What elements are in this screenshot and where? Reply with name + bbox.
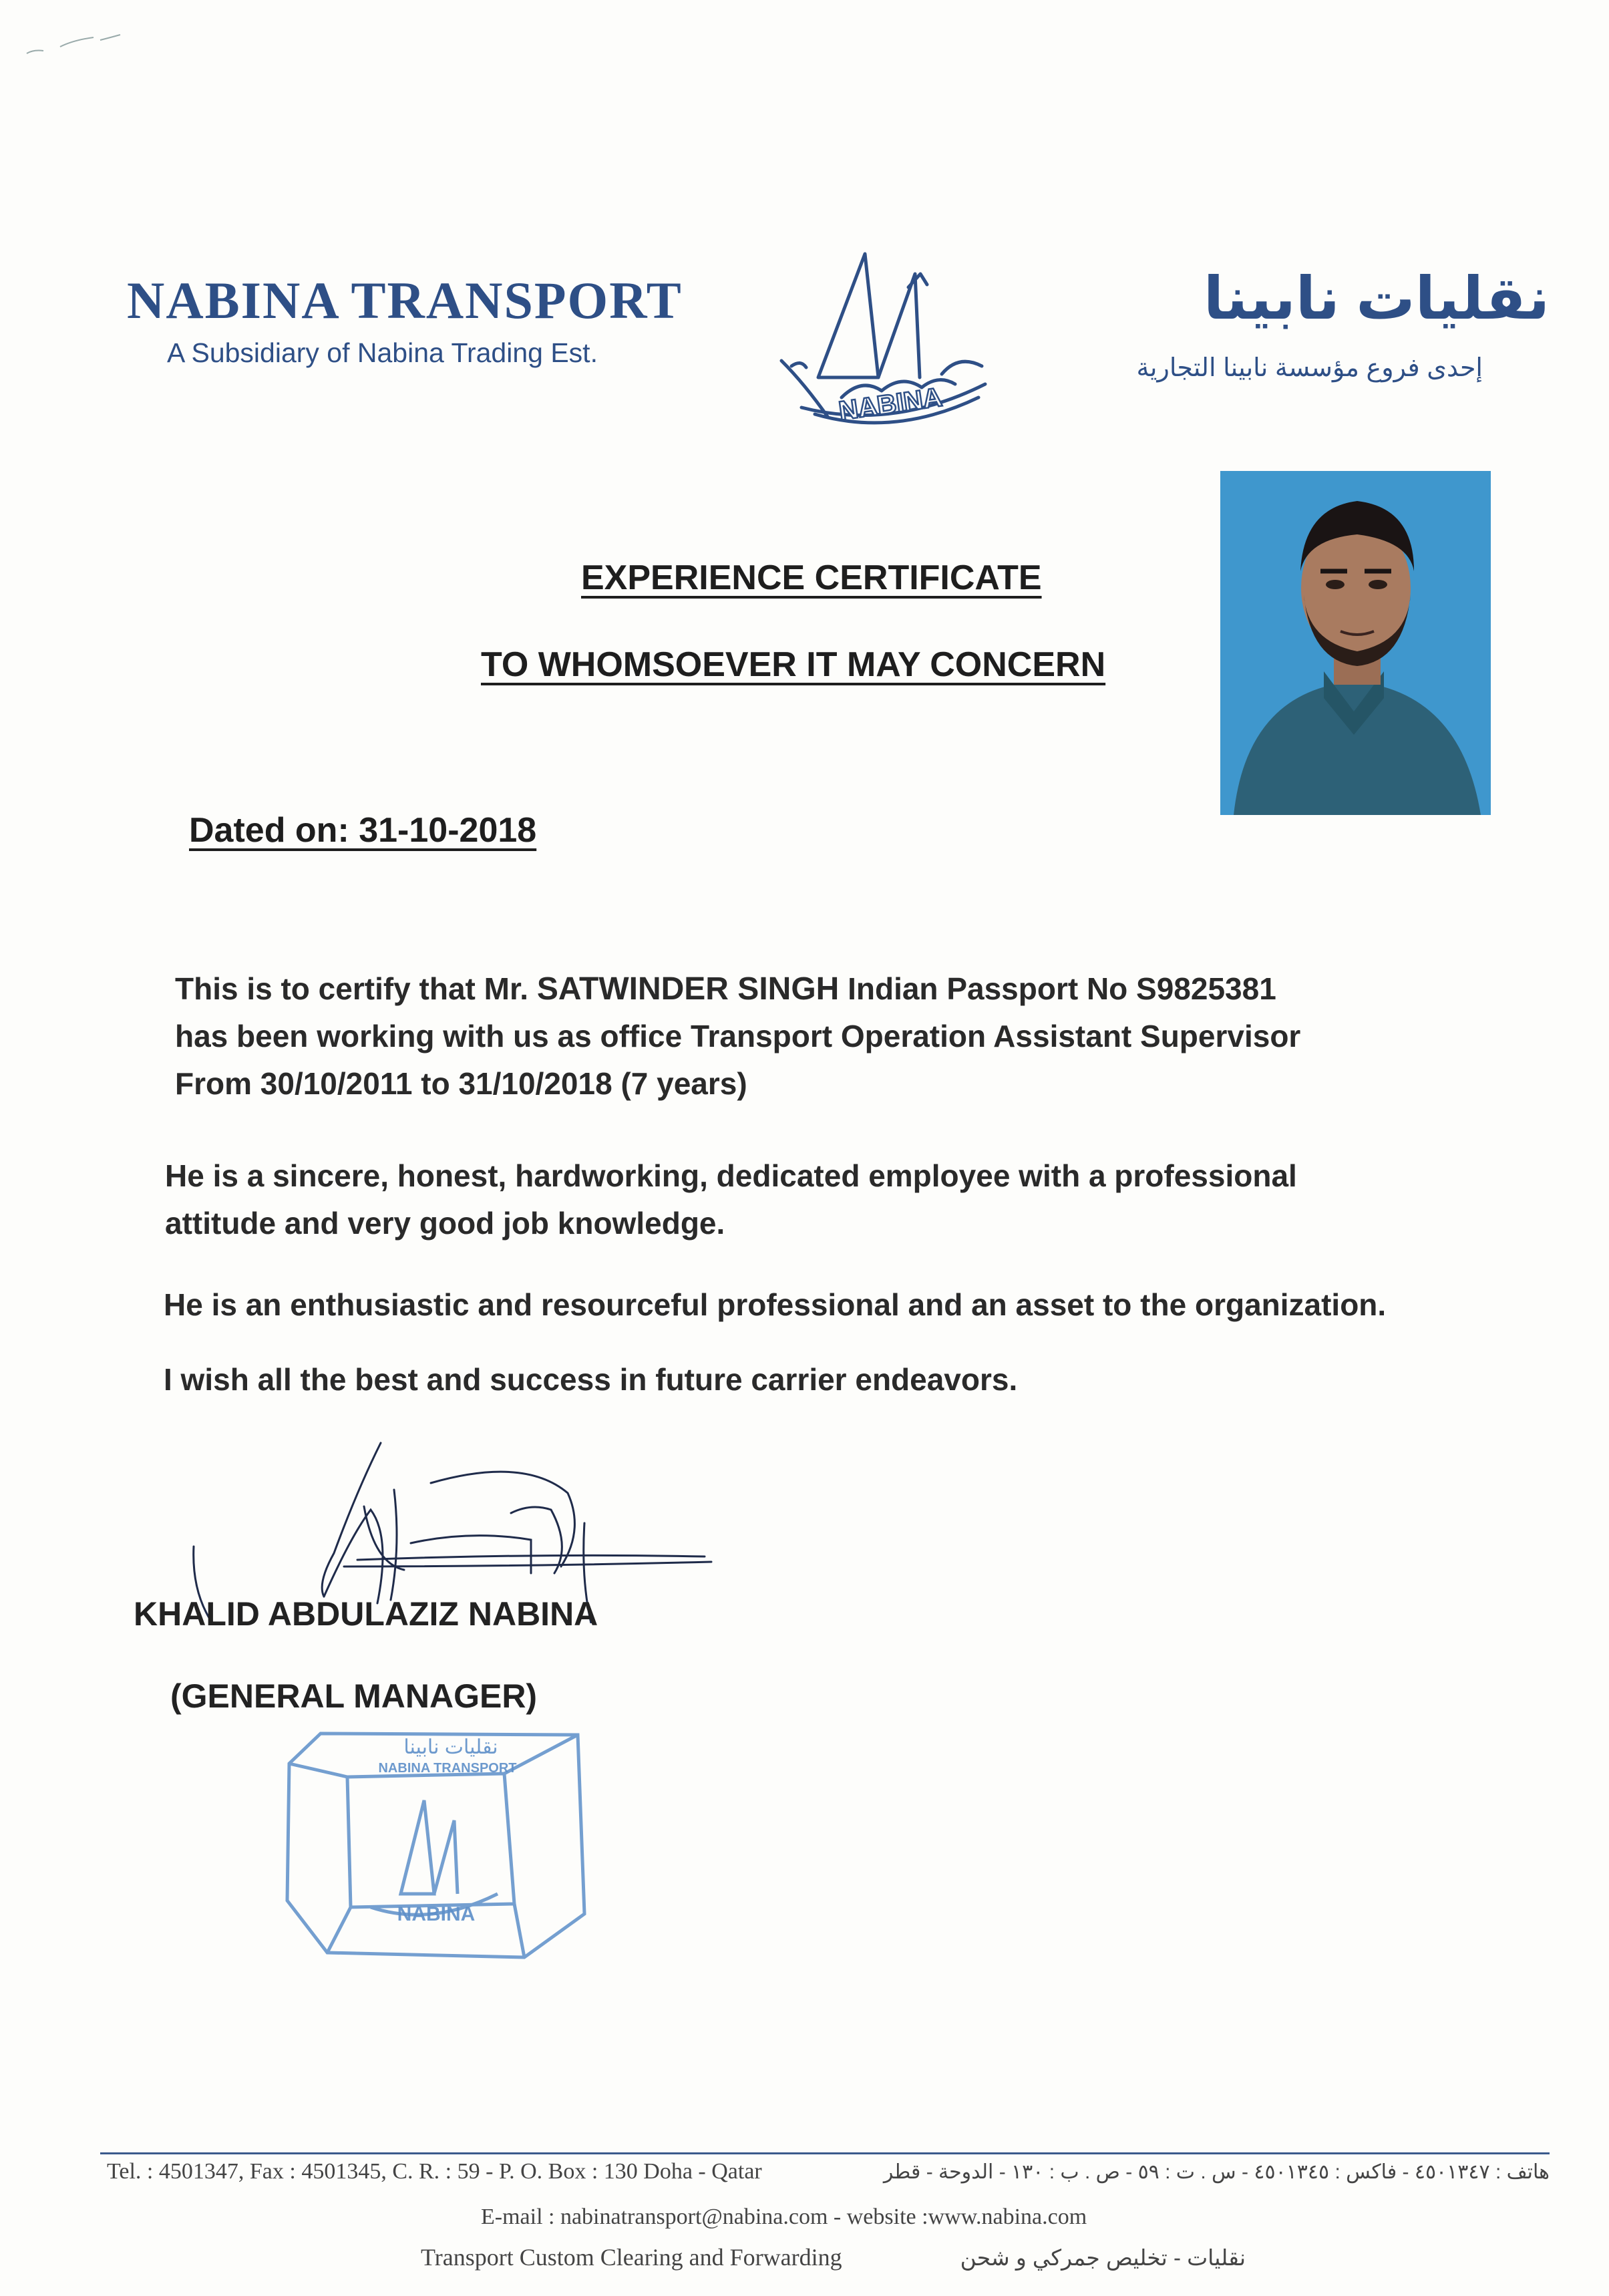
paragraph-line: From 30/10/2011 to 31/10/2018 (7 years) (175, 1066, 747, 1101)
concern-heading: TO WHOMSOEVER IT MAY CONCERN (481, 645, 1106, 684)
company-subsidiary-en: A Subsidiary of Nabina Trading Est. (167, 337, 598, 368)
signatory-name: KHALID ABDULAZIZ NABINA (134, 1595, 598, 1633)
logo-wordmark: NABINA (837, 382, 944, 426)
character-paragraph (165, 1152, 1297, 1247)
footer-services-ar: نقليات - تخليص جمركي و شحن (960, 2245, 1246, 2270)
certification-paragraph (175, 965, 1300, 1108)
company-stamp (284, 1727, 598, 1961)
company-logo (778, 247, 1002, 441)
passport-info: Indian Passport No S9825381 (839, 971, 1276, 1006)
company-subsidiary-ar: إحدى فروع مؤسسة نابينا التجارية (1136, 354, 1483, 382)
dated-line: Dated on: 31-10-2018 (189, 811, 537, 850)
company-name-ar: نقليات نابينا (1203, 265, 1550, 331)
paragraph-line: attitude and very good job knowledge. (165, 1206, 725, 1241)
paragraph-line (175, 965, 1300, 1013)
stamp-logo-wordmark: NABINA (397, 1903, 476, 1925)
stamp-english-name: NABINA TRANSPORT (378, 1761, 517, 1776)
footer-divider (100, 2152, 1550, 2154)
certify-intro: This is to certify that Mr. (175, 971, 537, 1006)
employee-name: SATWINDER SINGH (536, 971, 840, 1007)
wishes-paragraph: I wish all the best and success in future carrier endeavors. (164, 1362, 1018, 1397)
asset-paragraph: He is an enthusiastic and resourceful professional and an asset to the organization. (164, 1287, 1387, 1322)
footer-contact-ar: هاتف : ٤٥٠١٣٤٧ - فاكس : ٤٥٠١٣٤٥ - س . ت : ٥٩ - ص . ب : ١٣٠ - الدوحة - قطر (883, 2161, 1550, 2183)
company-name-en: NABINA TRANSPORT (127, 271, 683, 329)
employee-photo (1220, 471, 1491, 815)
employee-photo-portrait (1220, 471, 1491, 815)
paragraph-line: He is a sincere, honest, hardworking, dedicated employee with a professional (165, 1158, 1297, 1193)
footer-contact-en: Tel. : 4501347, Fax : 4501345, C. R. : 59 - P. O. Box : 130 Doha - Qatar (107, 2159, 762, 2184)
paragraph-line: has been working with us as office Transport Operation Assistant Supervisor (175, 1019, 1301, 1053)
certificate-title: EXPERIENCE CERTIFICATE (581, 558, 1042, 597)
footer-email-website: E-mail : nabinatransport@nabina.com - website :www.nabina.com (481, 2204, 1087, 2229)
scan-artifact (13, 20, 140, 60)
signatory-title: (GENERAL MANAGER) (170, 1677, 538, 1715)
stamp-arabic-name: نقليات نابينا (403, 1736, 498, 1758)
footer-services-en: Transport Custom Clearing and Forwarding (421, 2244, 842, 2271)
